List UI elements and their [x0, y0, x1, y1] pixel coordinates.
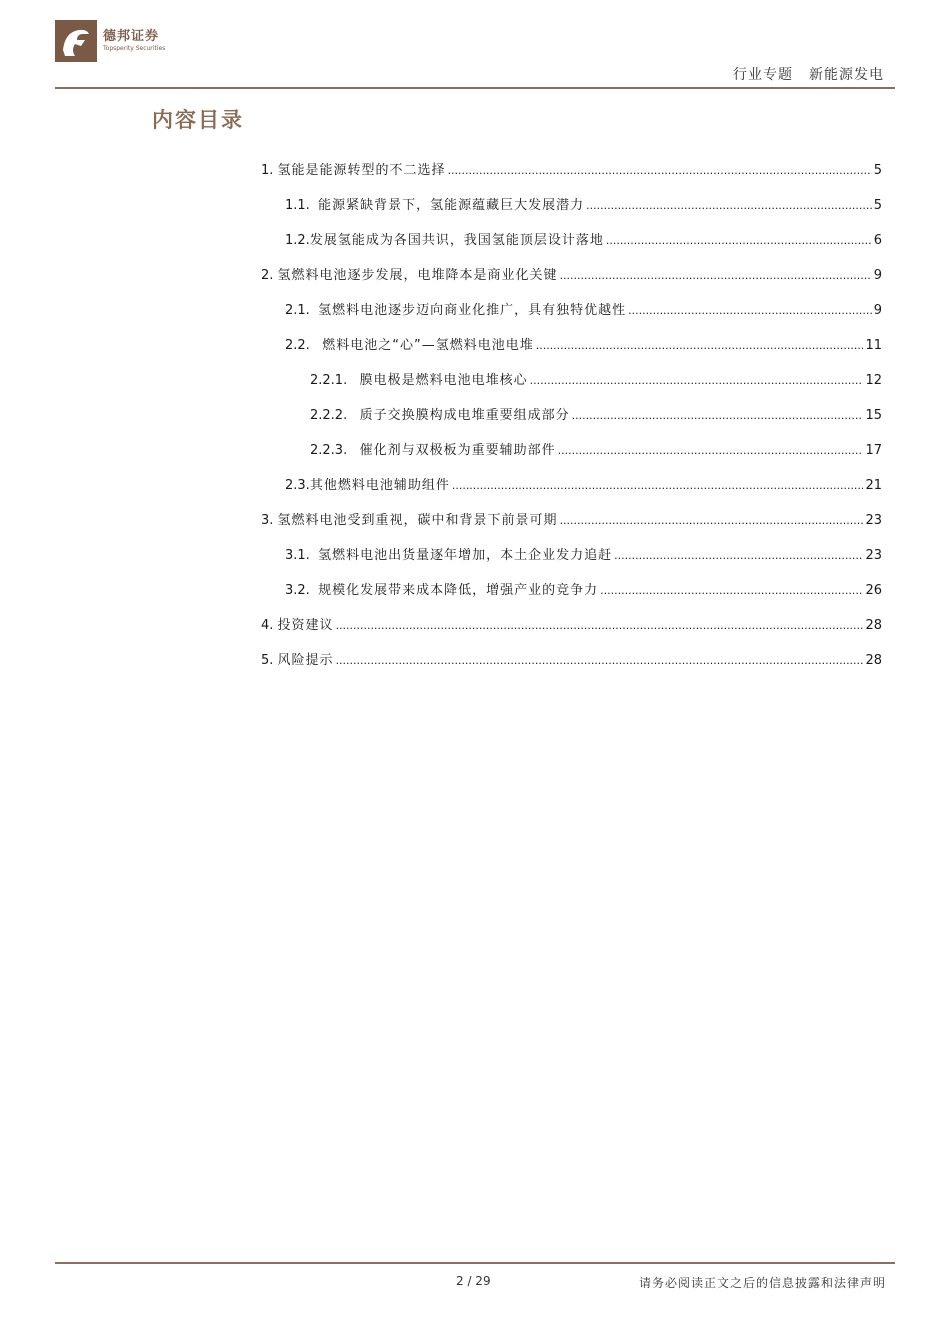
- toc-leader: [558, 444, 864, 457]
- toc-entry-title: 发展氢能成为各国共识，我国氢能顶层设计落地: [309, 233, 604, 248]
- toc-entry-title: 氢燃料电池逐步发展，电堆降本是商业化关键: [277, 268, 558, 283]
- toc-entry-page: 17: [865, 443, 882, 458]
- toc-entry[interactable]: [261, 159, 882, 178]
- toc-entry-number: 3.: [261, 513, 274, 528]
- toc-entry-number: 1.2.: [285, 233, 310, 248]
- toc-entry-number: 2.2.2.: [310, 408, 348, 423]
- toc-entry-page: 9: [873, 303, 882, 318]
- toc-title: 内容目录: [152, 108, 244, 132]
- footer-divider: [55, 1262, 895, 1264]
- logo: [55, 20, 165, 62]
- toc-entry-title: 催化剂与双极板为重要辅助部件: [359, 443, 556, 458]
- toc-entry-number: 2.2.3.: [310, 443, 348, 458]
- toc-entry[interactable]: [310, 404, 882, 423]
- toc-entry-page: 23: [865, 513, 882, 528]
- toc-entry[interactable]: [285, 229, 882, 248]
- toc-entry-title: 能源紧缺背景下，氢能源蕴藏巨大发展潜力: [318, 198, 585, 213]
- toc-leader: [530, 374, 864, 387]
- toc-entry[interactable]: [261, 649, 882, 668]
- toc-entry-title: 氢能是能源转型的不二选择: [277, 163, 446, 178]
- toc-entry-number: 4.: [261, 618, 274, 633]
- toc-entry-number: 2.2.: [285, 338, 310, 353]
- toc-entry-number: 2.: [261, 268, 274, 283]
- toc-leader: [452, 479, 864, 492]
- toc-leader: [614, 549, 863, 562]
- toc-entry-page: 26: [865, 583, 882, 598]
- toc-entry-page: 28: [865, 618, 882, 633]
- toc-entry-page: 6: [873, 233, 882, 248]
- toc-entry[interactable]: [285, 474, 882, 493]
- toc-entry-number: 1.: [261, 163, 274, 178]
- toc-entry[interactable]: [285, 579, 882, 598]
- toc-entry-number: 2.1.: [285, 303, 310, 318]
- toc-leader: [560, 269, 872, 282]
- toc-entry-page: 28: [865, 653, 882, 668]
- report-category: 行业专题: [733, 67, 793, 83]
- toc-leader: [628, 304, 872, 317]
- toc-entry-number: 2.3.: [285, 478, 310, 493]
- toc-entry[interactable]: [285, 334, 882, 353]
- toc-leader: [586, 199, 872, 212]
- header-divider: [55, 87, 895, 89]
- toc-entry-page: 12: [865, 373, 882, 388]
- toc-entry-number: 3.2.: [285, 583, 310, 598]
- logo-chinese-name: 德邦证券: [103, 29, 160, 44]
- toc-entry-title: 质子交换膜构成电堆重要组成部分: [359, 408, 570, 423]
- logo-english-name: Topsperity Securities: [103, 45, 166, 52]
- toc-entry-title: 燃料电池之“心”—氢燃料电池电堆: [322, 338, 534, 353]
- toc-entry-page: 15: [865, 408, 882, 423]
- toc-entry-title: 规模化发展带来成本降低，增强产业的竞争力: [318, 583, 599, 598]
- toc-leader: [560, 514, 864, 527]
- toc-entry-title: 风险提示: [277, 653, 334, 668]
- toc-entry-title: 膜电极是燃料电池电堆核心: [359, 373, 528, 388]
- toc-entry-page: 5: [873, 198, 882, 213]
- toc-leader: [336, 654, 864, 667]
- toc-leader: [600, 584, 863, 597]
- toc-leader: [536, 339, 864, 352]
- page-indicator: 2 / 29: [456, 1274, 491, 1288]
- toc-entry-page: 23: [865, 548, 882, 563]
- toc-entry[interactable]: [261, 614, 882, 633]
- toc-leader: [336, 619, 864, 632]
- toc-entry-title: 氢燃料电池受到重视，碳中和背景下前景可期: [277, 513, 558, 528]
- toc-entry-page: 9: [873, 268, 882, 283]
- toc-entry[interactable]: [310, 369, 882, 388]
- toc-entry-page: 5: [873, 163, 882, 178]
- toc-entry-number: 2.2.1.: [310, 373, 348, 388]
- toc-entry-title: 投资建议: [277, 618, 334, 633]
- toc-entry-title: 氢燃料电池出货量逐年增加，本土企业发力追赶: [318, 548, 613, 563]
- header-labels: [733, 64, 884, 84]
- toc-entry-number: 5.: [261, 653, 274, 668]
- toc-leader: [606, 234, 872, 247]
- toc-entry-number: 3.1.: [285, 548, 310, 563]
- toc-leader: [448, 164, 872, 177]
- toc-entry[interactable]: [285, 544, 882, 563]
- footer-disclaimer: 请务必阅读正文之后的信息披露和法律声明: [638, 1276, 886, 1290]
- toc-entry-page: 11: [865, 338, 882, 353]
- toc-entry[interactable]: [261, 264, 882, 283]
- toc-entry-number: 1.1.: [285, 198, 310, 213]
- toc-leader: [572, 409, 864, 422]
- logo-mark-icon: [55, 20, 97, 62]
- toc-entry-page: 21: [865, 478, 882, 493]
- toc-entry[interactable]: [310, 439, 882, 458]
- toc-entry[interactable]: [261, 509, 882, 528]
- toc-entry[interactable]: [285, 194, 882, 213]
- toc-entry[interactable]: [285, 299, 882, 318]
- toc-entry-title: 其他燃料电池辅助组件: [309, 478, 450, 493]
- toc-entry-title: 氢燃料电池逐步迈向商业化推广，具有独特优越性: [318, 303, 627, 318]
- report-sector: 新能源发电: [809, 67, 884, 83]
